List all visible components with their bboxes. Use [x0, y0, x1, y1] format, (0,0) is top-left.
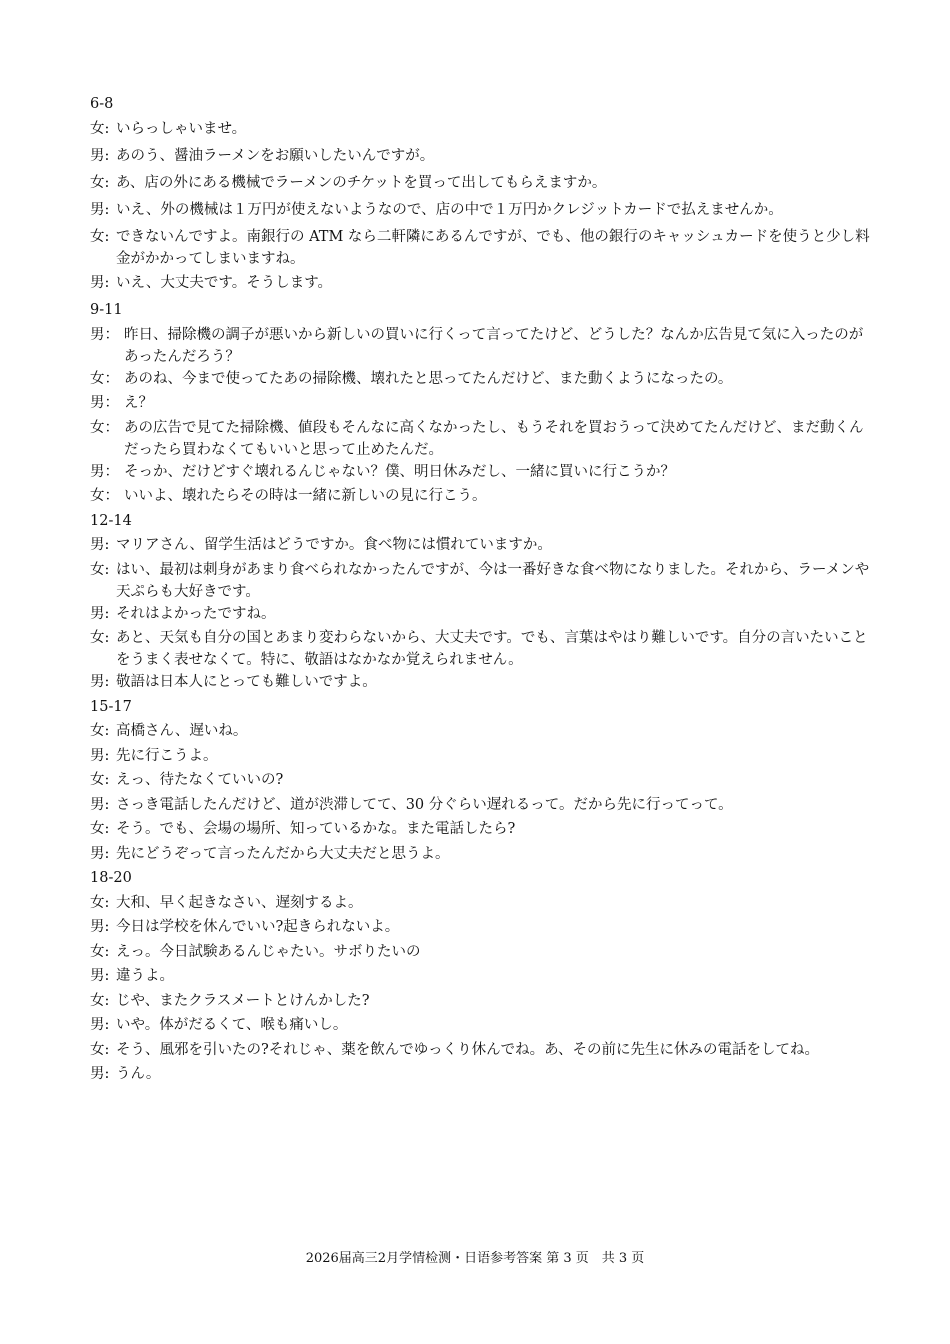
page-footer: 2026届高三2月学情检测・日语参考答案 第 3 页 共 3 页 [305, 1251, 645, 1266]
line-text: そう、風邪を引いたの?それじゃ、薬を飲んでゆっくり休んでね。あ、その前に先生に休みの電話をしてね。 [116, 1041, 820, 1058]
line-text: えっ。今日試験あるんじゃたい。サボりたいの [116, 943, 421, 960]
section-9-11 [90, 299, 870, 510]
line-text: 敬語は日本人にとっても難しいですよ。 [116, 674, 377, 690]
speaker-label: 男: [90, 674, 110, 690]
speaker-label: 女: [90, 772, 110, 788]
dialogue-line [90, 461, 870, 486]
line-text: いえ、外の機械は１万円が使えないようなので、店の中で１万円かクレジットカードで払えませんか。 [116, 201, 783, 218]
line-text: 違うよ。 [116, 968, 174, 984]
line-text: できないんですよ。南銀行の ATM なら二軒隣にあるんですが、でも、他の銀行のキャッシュカードを使うと少し料金がかかってしまいますね。 [116, 228, 870, 267]
speaker-label: 女: [90, 174, 110, 191]
section-heading: 9-11 [90, 302, 123, 318]
dialogue-line [90, 671, 870, 696]
line-text: そっか、だけどすぐ壊れるんじゃない？僕、明日休みだし、一緒に買いに行こうか？ [124, 463, 675, 480]
dialogue-line [90, 720, 870, 745]
line-text: それはよかったですね。 [116, 605, 276, 622]
dialogue-line [90, 272, 870, 297]
line-text: 今日は学校を休んでいい?起きられないよ。 [116, 919, 400, 935]
line-text: いや。体がだるくて、喉も痛いし。 [116, 1017, 348, 1033]
speaker-label: 男: [90, 605, 110, 622]
speaker-label: 女: [90, 894, 110, 911]
line-text: さっき電話したんだけど、道が渋滞してて、30 分ぐらい遅れるって。だから先に行ってって。 [116, 796, 733, 813]
line-text: マリアさん、留学生活はどうですか。食べ物には慣れていますか。 [116, 537, 552, 553]
speaker-label: 男: [90, 1017, 110, 1033]
line-text: 先にどうぞって言ったんだから大丈夫だと思うよ。 [116, 845, 450, 862]
speaker-label: 男： [90, 463, 119, 480]
speaker-label: 男： [90, 395, 119, 411]
section-heading: 6-8 [90, 96, 114, 112]
speaker-label: 男: [90, 201, 110, 218]
line-text: そう。でも、会場の場所、知っているかな。また電話したら? [116, 821, 516, 837]
line-text: うん。 [116, 1066, 161, 1082]
dialogue-line [90, 485, 870, 510]
line-text: えっ、待たなくていいの? [116, 772, 284, 788]
dialogue-line [90, 627, 870, 671]
dialogue-line [90, 145, 870, 170]
line-text: あのう、醤油ラーメンをお願いしたいんですが。 [116, 147, 435, 164]
dialogue-line [90, 559, 870, 603]
speaker-label: 男: [90, 1066, 110, 1082]
dialogue-line [90, 199, 870, 224]
speaker-label: 女: [90, 120, 110, 137]
line-text: あ、店の外にある機械でラーメンのチケットを買って出してもらえますか。 [116, 174, 607, 191]
dialogue-line [90, 916, 870, 941]
dialogue-line [90, 1014, 870, 1039]
section-15-17 [90, 696, 870, 868]
line-text: え？ [124, 395, 153, 411]
speaker-label: 女: [90, 1041, 110, 1058]
dialogue-line [90, 794, 870, 819]
dialogue-line [90, 392, 870, 417]
line-text: あと、天気も自分の国とあまり変わらないから、大丈夫です。でも、言葉はやはり難しいです。自分の言いたいことをうまく表せなくて。特に、敬語はなかなか覚えられません。 [116, 630, 868, 668]
speaker-label: 男: [90, 147, 110, 164]
section-heading: 15-17 [90, 698, 132, 715]
dialogue-line [90, 843, 870, 868]
speaker-label: 女: [90, 228, 110, 245]
line-text: 高橋さん、遅いね。 [116, 723, 248, 739]
dialogue-line [90, 118, 870, 143]
speaker-label: 女: [90, 992, 110, 1009]
dialogue-line [90, 534, 870, 559]
dialogue-line [90, 990, 870, 1015]
speaker-label: 男: [90, 796, 110, 813]
line-text: あの広告で見てた掃除機、値段もそんなに高くなかったし、もうそれを買おうって決めてたんだけど、まだ動くんだったら買わなくてもいいと思って止めたんだ。 [124, 419, 864, 458]
line-text: いいよ、壊れたらその時は一緒に新しいの見に行こう。 [124, 488, 487, 504]
dialogue-line [90, 941, 870, 966]
speaker-label: 男: [90, 747, 110, 764]
dialogue-line [90, 892, 870, 917]
line-text: いらっしゃいませ。 [116, 120, 247, 137]
dialogue-line [90, 1063, 870, 1088]
line-text: いえ、大丈夫です。そうします。 [116, 275, 333, 291]
speaker-label: 女: [90, 821, 110, 837]
speaker-label: 女: [90, 723, 110, 739]
line-text: 大和、早く起きなさい、遅刻するよ。 [116, 894, 363, 911]
dialogue-line [90, 1039, 870, 1064]
transcript [90, 93, 870, 1088]
speaker-label: 女： [90, 488, 119, 504]
section-18-20 [90, 867, 870, 1088]
speaker-label: 男: [90, 968, 110, 984]
speaker-label: 男: [90, 919, 110, 935]
section-6-8 [90, 93, 870, 297]
speaker-label: 女: [90, 630, 110, 646]
speaker-label: 男: [90, 845, 110, 862]
section-heading: 18-20 [90, 870, 132, 886]
dialogue-line [90, 226, 870, 270]
speaker-label: 女: [90, 561, 110, 578]
speaker-label: 男： [90, 326, 119, 343]
dialogue-line [90, 417, 870, 461]
line-text: あのね、今まで使ってたあの掃除機、壊れたと思ってたんだけど、また動くようになったの。 [124, 370, 733, 387]
section-heading: 12-14 [90, 512, 132, 529]
speaker-label: 女： [90, 419, 119, 436]
line-text: はい、最初は刺身があまり食べられなかったんですが、今は一番好きな食べ物になりました。それから、ラーメンや天ぷらも大好きです。 [116, 561, 870, 600]
line-text: 先に行こうよ。 [116, 747, 218, 764]
dialogue-line [90, 603, 870, 628]
line-text: 昨日、掃除機の調子が悪いから新しいの買いに行くって言ってたけど、どうした？なんか広告見て気に入ったのがあったんだろう？ [124, 326, 864, 365]
dialogue-line [90, 769, 870, 794]
dialogue-line [90, 745, 870, 770]
section-12-14 [90, 510, 870, 696]
speaker-label: 男: [90, 275, 110, 291]
dialogue-line [90, 324, 870, 368]
dialogue-line [90, 368, 870, 393]
line-text: じや、またクラスメートとけんかした? [116, 992, 370, 1009]
speaker-label: 女: [90, 943, 110, 960]
dialogue-line [90, 965, 870, 990]
dialogue-line [90, 818, 870, 843]
dialogue-line [90, 172, 870, 197]
speaker-label: 女： [90, 370, 119, 387]
speaker-label: 男: [90, 537, 110, 553]
